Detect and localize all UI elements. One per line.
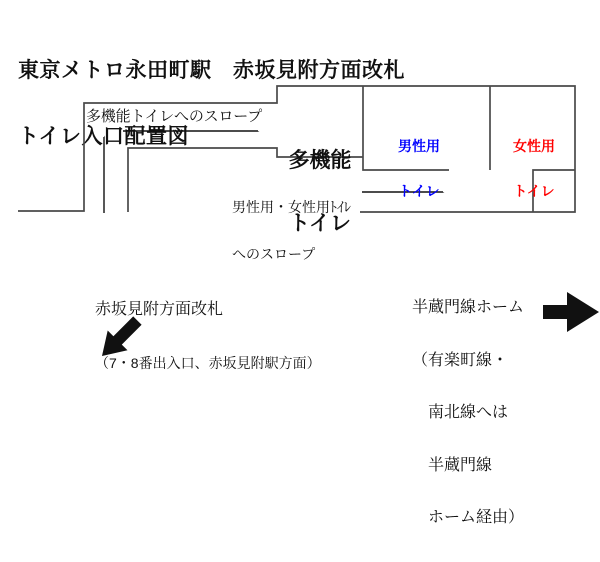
hanzomon-label-line5: ホーム経由）	[428, 509, 525, 526]
hanzomon-label-line1: 半蔵門線ホーム	[412, 299, 525, 316]
room-label-multifunction-line1: 多機能	[288, 149, 352, 172]
hanzomon-direction-arrow-icon	[543, 292, 599, 332]
ramp-label-mens-womens-line1: 男性用・女性用ﾄｲﾚ	[232, 199, 351, 215]
ramp-label-multifunction: 多機能トイレへのスロープ	[86, 108, 263, 125]
room-label-mens-line1: 男性用	[398, 138, 440, 154]
room-label-multifunction-line2: トイレ	[289, 212, 351, 235]
room-label-womens	[479, 109, 589, 229]
room-label-mens-line2: トイレ	[398, 183, 440, 199]
room-label-mens	[363, 109, 475, 229]
gate-label	[95, 264, 321, 408]
hanzomon-label-line3: 南北線へは	[428, 404, 509, 421]
gate-label-line2: （7・8番出入口、赤坂見附駅方面）	[95, 355, 321, 371]
hanzomon-label-line2: （有楽町線・	[412, 351, 509, 369]
page-title-line1: 東京メトロ永田町駅 赤坂見附方面改札	[18, 59, 405, 82]
gate-label-line1: 赤坂見附方面改札	[95, 301, 224, 318]
page-title-line2: トイレ入口配置図	[18, 125, 189, 148]
ramp-label-mens-womens-line2: へのスロープ	[232, 245, 316, 262]
hanzomon-label-line4: 半蔵門線	[428, 456, 493, 474]
room-label-womens-line2: トイレ	[513, 183, 555, 199]
room-label-womens-line1: 女性用	[513, 138, 555, 154]
hanzomon-label	[412, 264, 524, 562]
